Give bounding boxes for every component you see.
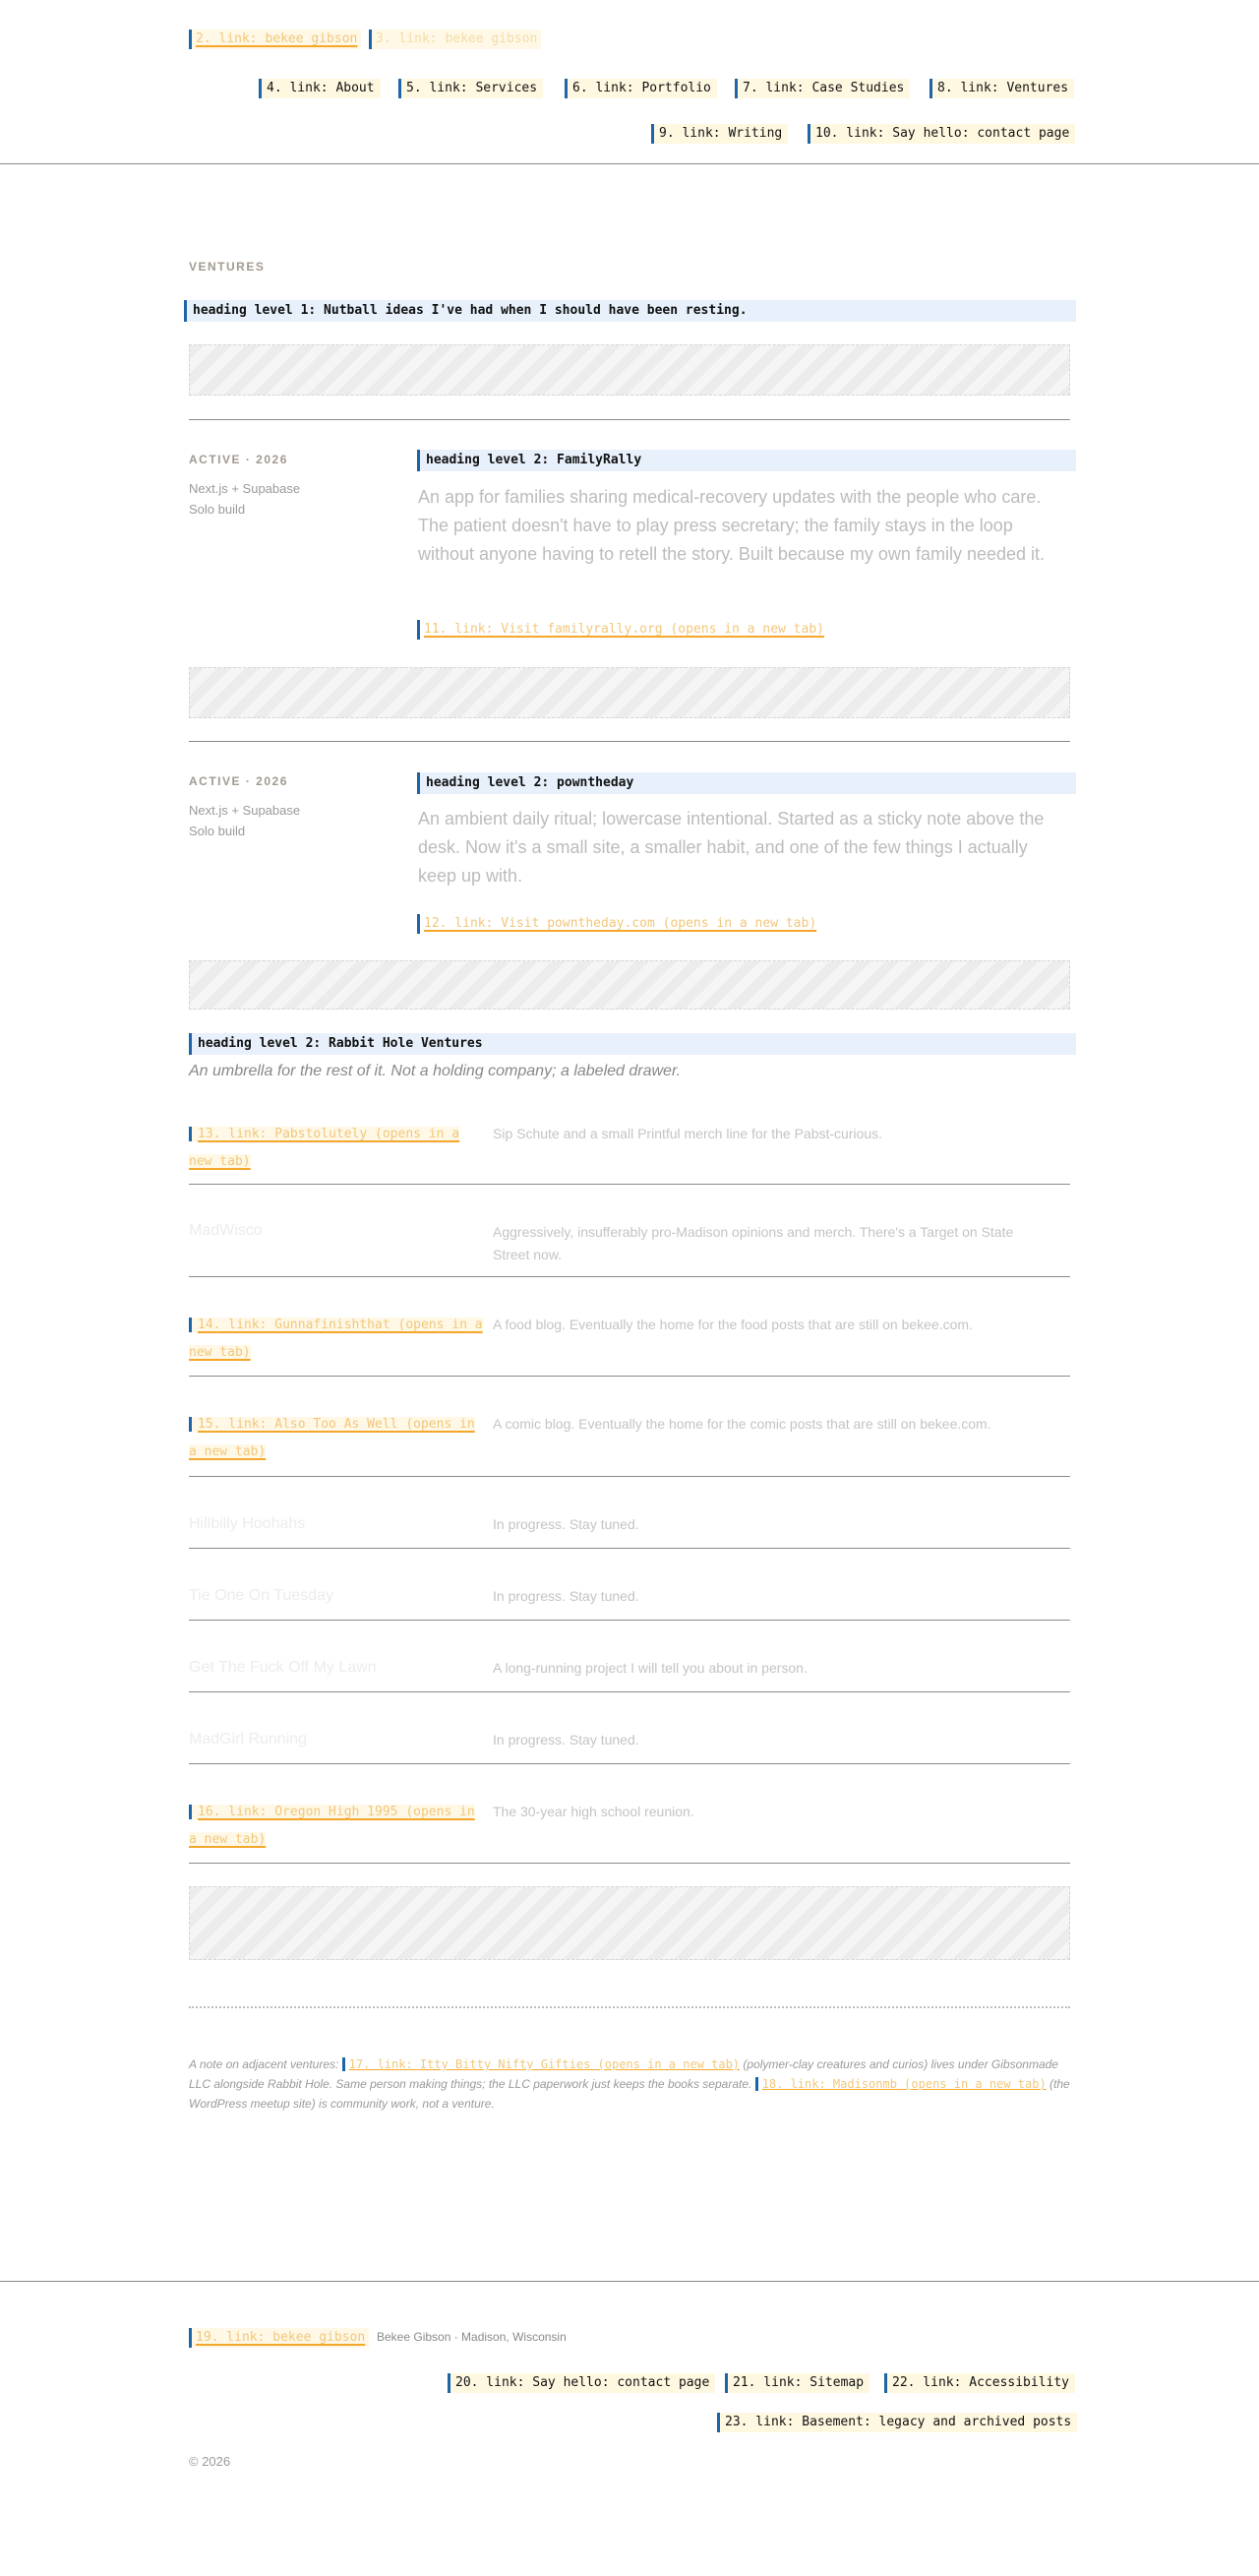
venture-description: In progress. Stay tuned. [493, 1588, 639, 1604]
nav-link-writing[interactable]: 9. link: Writing [651, 124, 788, 144]
venture-description: In progress. Stay tuned. [493, 1732, 639, 1748]
row-divider [189, 1184, 1070, 1185]
project-status: ACTIVE · 2026 [189, 453, 288, 466]
venture-link-also-too-as-well[interactable]: 15. link: Also Too As Well (opens in a new tab) [189, 1417, 475, 1459]
row-divider [189, 1548, 1070, 1549]
header-divider [0, 163, 1259, 164]
footer-home-link[interactable]: 19. link: bekee gibson [189, 2328, 369, 2348]
placeholder-block [189, 1886, 1070, 1960]
nav-link-ventures[interactable]: 8. link: Ventures [929, 79, 1074, 98]
footer-tagline: Bekee Gibson · Madison, Wisconsin [377, 2330, 567, 2344]
nav-link-case-studies[interactable]: 7. link: Case Studies [735, 79, 910, 98]
dotted-divider [189, 2006, 1070, 2008]
footer-link-basement[interactable]: 23. link: Basement: legacy and archived posts [717, 2413, 1077, 2432]
footer-link-sitemap[interactable]: 21. link: Sitemap [725, 2373, 869, 2393]
venture-name: MadWisco [189, 1222, 263, 1239]
project-build: Solo build [189, 824, 246, 838]
home-link-logo[interactable]: 2. link: bekee gibson [189, 30, 361, 49]
home-link-wordmark[interactable]: 3. link: bekee gibson [369, 30, 541, 49]
placeholder-block [189, 344, 1070, 396]
project-build: Solo build [189, 502, 246, 517]
row-divider [189, 1763, 1070, 1764]
venture-description: In progress. Stay tuned. [493, 1516, 639, 1532]
nav-link-contact[interactable]: 10. link: Say hello: contact page [808, 124, 1075, 144]
venture-name: MadGirl Running [189, 1731, 308, 1748]
adjacent-ventures-note: A note on adjacent ventures: 17. link: Itty Bitty Nifty Gifties (opens in a new tab) (polymer-clay creatures and curios) lives under Gibsonmade LLC alongside Rabbit Hole. Same person making things; the LLC paperwork just keeps the books separate. 18. link: Madisonmb (opens in a new tab) (the WordPress meetup site) is community work, not a venture. [189, 2057, 1070, 2111]
venture-link-pabstolutely[interactable]: 13. link: Pabstolutely (opens in a new tab) [189, 1127, 460, 1169]
rabbit-hole-subtitle: An umbrella for the rest of it. Not a holding company; a labeled drawer. [189, 1063, 682, 1079]
nav-link-portfolio[interactable]: 6. link: Portfolio [565, 79, 717, 98]
project-description: An app for families sharing medical-recovery updates with the people who care. The patient doesn't have to play press secretary; the family stays in the loop without anyone having to retell the story. Built because my own family needed it. [418, 487, 1046, 564]
itty-bitty-link[interactable]: 17. link: Itty Bitty Nifty Gifties (opens in a new tab) [342, 2057, 740, 2071]
row-divider [189, 1476, 1070, 1477]
madisonmb-link[interactable]: 18. link: Madisonmb (opens in a new tab) [755, 2077, 1047, 2091]
venture-link-oregon-high[interactable]: 16. link: Oregon High 1995 (opens in a new tab) [189, 1805, 475, 1847]
venture-description: A long-running project I will tell you about in person. [493, 1660, 808, 1676]
footer-link-accessibility[interactable]: 22. link: Accessibility [884, 2373, 1075, 2393]
placeholder-block [189, 960, 1070, 1010]
placeholder-block [189, 667, 1070, 718]
section-divider [189, 741, 1070, 742]
row-divider [189, 1620, 1070, 1621]
project-description: An ambient daily ritual; lowercase intentional. Started as a sticky note above the desk. Now it's a small site, a smaller habit, and one of the few things I actually keep up with. [418, 809, 1045, 886]
footer-divider [0, 2281, 1259, 2282]
nav-link-about[interactable]: 4. link: About [259, 79, 381, 98]
venture-link-gunnafinishthat[interactable]: 14. link: Gunnafinishthat (opens in a new tab) [189, 1318, 483, 1360]
project-status: ACTIVE · 2026 [189, 774, 288, 788]
venture-description: Aggressively, insufferably pro-Madison opinions and merch. There's a Target on State Street now. [493, 1224, 1014, 1262]
venture-name: Tie One On Tuesday [189, 1587, 334, 1604]
venture-description: A food blog. Eventually the home for the food posts that are still on bekee.com. [493, 1317, 973, 1332]
row-divider [189, 1276, 1070, 1277]
venture-description: A comic blog. Eventually the home for the comic posts that are still on bekee.com. [493, 1416, 991, 1432]
project-stack: Next.js + Supabase [189, 481, 301, 496]
page-title: heading level 1: Nutball ideas I've had when I should have been resting. [187, 300, 1076, 322]
venture-description: Sip Schute and a small Printful merch line for the Pabst-curious. [493, 1126, 883, 1141]
project-visit-link[interactable]: 11. link: Visit familyrally.org (opens in a new tab) [417, 620, 828, 640]
rabbit-hole-title: heading level 2: Rabbit Hole Ventures [192, 1033, 1076, 1055]
row-divider [189, 1376, 1070, 1377]
row-divider [189, 1691, 1070, 1692]
project-title: heading level 2: powntheday [420, 772, 1076, 794]
section-divider [189, 419, 1070, 420]
footer-link-contact[interactable]: 20. link: Say hello: contact page [448, 2373, 715, 2393]
project-visit-link[interactable]: 12. link: Visit powntheday.com (opens in a new tab) [417, 914, 820, 934]
project-title: heading level 2: FamilyRally [420, 450, 1076, 471]
venture-name: Get The Fuck Off My Lawn [189, 1659, 377, 1676]
page-eyebrow: VENTURES [189, 260, 266, 274]
project-stack: Next.js + Supabase [189, 803, 301, 818]
row-divider [189, 1863, 1070, 1864]
nav-link-services[interactable]: 5. link: Services [398, 79, 543, 98]
venture-description: The 30-year high school reunion. [493, 1804, 694, 1819]
copyright: © 2026 [189, 2454, 231, 2469]
venture-name: Hillbilly Hoohahs [189, 1515, 306, 1532]
